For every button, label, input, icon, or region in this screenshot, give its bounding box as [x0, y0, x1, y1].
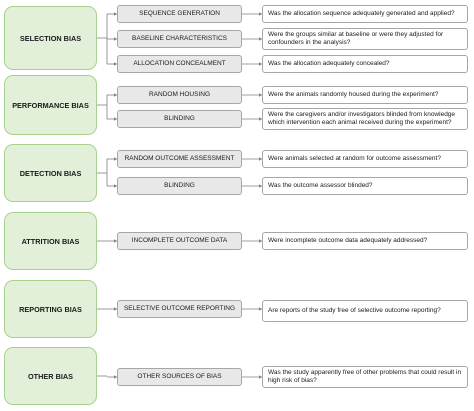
domain-random-outcome-assessment: RANDOM OUTCOME ASSESSMENT: [117, 150, 242, 168]
question-other-sources-of-bias: Was the study apparently free of other problems that could result in high risk of bias?: [262, 366, 468, 388]
domain-incomplete-outcome-data: INCOMPLETE OUTCOME DATA: [117, 232, 242, 250]
domain-blinding-detection: BLINDING: [117, 177, 242, 195]
question-random-housing: Were the animals randomly housed during the experiment?: [262, 86, 468, 104]
domain-allocation-concealment: ALLOCATION CONCEALMENT: [117, 55, 242, 73]
category-attrition-bias: ATTRITION BIAS: [4, 212, 97, 270]
category-performance-bias: PERFORMANCE BIAS: [4, 75, 97, 135]
category-selection-bias: SELECTION BIAS: [4, 6, 97, 70]
question-random-outcome-assessment: Were animals selected at random for outcome assessment?: [262, 150, 468, 168]
category-reporting-bias: REPORTING BIAS: [4, 280, 97, 338]
domain-sequence-generation: SEQUENCE GENERATION: [117, 5, 242, 23]
question-selective-outcome-reporting: Are reports of the study free of selective outcome reporting?: [262, 300, 468, 322]
question-allocation-concealment: Was the allocation adequately concealed?: [262, 55, 468, 73]
question-blinding-detection: Was the outcome assessor blinded?: [262, 177, 468, 195]
domain-random-housing: RANDOM HOUSING: [117, 86, 242, 104]
category-other-bias: OTHER BIAS: [4, 347, 97, 405]
domain-blinding-performance: BLINDING: [117, 110, 242, 128]
category-detection-bias: DETECTION BIAS: [4, 144, 97, 202]
domain-baseline-characteristics: BASELINE CHARACTERISTICS: [117, 30, 242, 48]
question-incomplete-outcome-data: Were incomplete outcome data adequately addressed?: [262, 232, 468, 250]
question-baseline-characteristics: Were the groups similar at baseline or were they adjusted for confounders in the analysis?: [262, 28, 468, 50]
question-sequence-generation: Was the allocation sequence adequately generated and applied?: [262, 5, 468, 23]
domain-other-sources-of-bias: OTHER SOURCES OF BIAS: [117, 368, 242, 386]
question-blinding-performance: Were the caregivers and/or investigators blinded from knowledge which intervention each animal received during the experiment?: [262, 108, 468, 130]
domain-selective-outcome-reporting: SELECTIVE OUTCOME REPORTING: [117, 300, 242, 318]
